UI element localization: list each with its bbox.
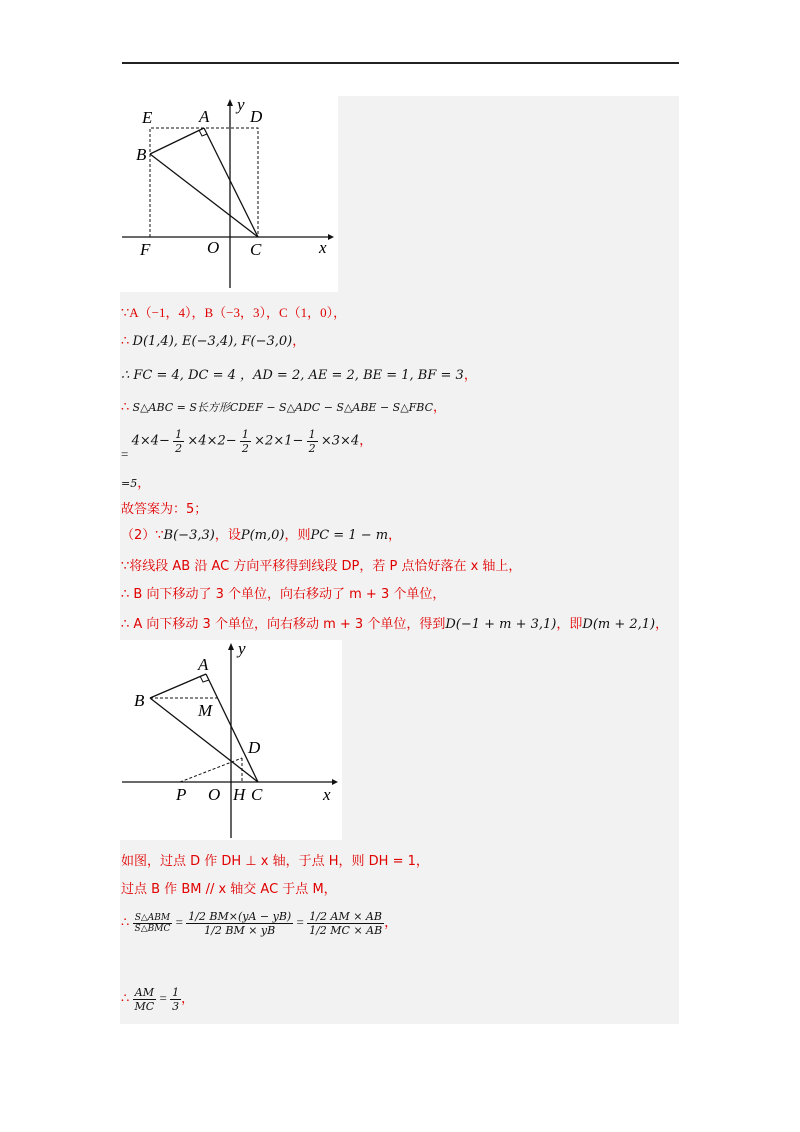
line-dh: 如图，过点 D 作 DH ⊥ x 轴，于点 H，则 DH = 1， — [121, 854, 429, 869]
line-bm: 过点 B 作 BM // x 轴交 AC 于点 M， — [121, 882, 337, 897]
line-answer: 故答案为：5； — [121, 502, 208, 517]
line-b-move: ∴ B 向下移动了 3 个单位，向右移动了 m + 3 个单位， — [121, 587, 446, 602]
label-b: B — [134, 691, 145, 710]
fraction-one-third: $\frac{1}{3}$ — [172, 986, 180, 1013]
fraction-half: $\frac{1}{2}$ — [175, 428, 183, 455]
label-x: x — [323, 785, 331, 804]
label-c: C — [251, 785, 263, 804]
x-axis-arrow — [328, 234, 334, 240]
label-p: P — [176, 785, 187, 804]
fraction-area-ratio: $\frac{\text{S△ABM}}{\text{S△BMC}}$ — [134, 913, 171, 934]
line-area-ratio: ∴ $\frac{\text{S△ABM}}{\text{S△BMC}}$ = $\frac{1/2 BM\times(yA - yB)}{1/2 BM \times yB}$ = $\frac{1/2 AM \times AB}{1/2 MC \times AB}$ ， — [121, 910, 398, 937]
fraction-bm-heights: $\frac{1/2 BM\times(yA - yB)}{1/2 BM \times yB}$ — [188, 910, 292, 937]
x-axis-arrow — [332, 779, 338, 785]
y-axis-arrow — [227, 99, 233, 106]
figure-rectangle-diagram — [120, 96, 338, 292]
segment-ac — [204, 128, 258, 237]
segment-ba — [150, 128, 204, 154]
segment-dp-dashed — [180, 758, 242, 782]
segment-ac — [206, 674, 258, 782]
label-d: D — [248, 738, 261, 757]
label-a: A — [198, 655, 209, 674]
line-given-points: ∵A（−1，4），B（−3，3），C（1，0）， — [121, 305, 347, 320]
figure1-svg — [120, 96, 338, 292]
header-rule — [122, 62, 679, 64]
y-axis-arrow — [228, 643, 234, 650]
label-a: A — [199, 107, 210, 126]
label-c: C — [250, 240, 262, 259]
label-o: O — [208, 785, 221, 804]
line-result: =5， — [121, 475, 151, 490]
fraction-half: $\frac{1}{2}$ — [308, 428, 316, 455]
label-b: B — [136, 145, 147, 164]
dashed-rectangle — [150, 128, 258, 237]
line-final-ratio: ∴ $\frac{AM}{MC}$ = $\frac{1}{3}$ ， — [121, 986, 195, 1013]
figure2-svg — [120, 640, 342, 840]
line-translate: ∵将线段 AB 沿 AC 方向平移得到线段 DP，若 P 点恰好落在 x 轴上， — [121, 559, 522, 574]
line-area-calc: = 4×4− $\frac{1}{2}$ ×4×2− $\frac{1}{2}$ ×2×1− $\frac{1}{2}$ ×3×4， — [121, 428, 373, 462]
segment-ba — [150, 674, 206, 698]
line-area-formula: ∴ S△ABC = S长方形CDEF − S△ADC − S△ABE − S△FBC， — [121, 399, 447, 414]
label-e: E — [142, 108, 153, 127]
label-x: x — [319, 238, 327, 257]
label-m: M — [198, 701, 213, 720]
label-y: y — [237, 96, 245, 114]
label-h: H — [233, 785, 246, 804]
figure-translation-diagram — [120, 640, 342, 840]
segment-bc — [150, 154, 258, 237]
line-def-points: ∴ D(1,4), E(−3,4), F(−3,0)， — [121, 333, 306, 349]
label-o: O — [207, 238, 220, 257]
line-a-move: ∴ A 向下移动 3 个单位，向右移动 m + 3 个单位，得到D(−1 + m + 3,1)，即D(m + 2,1)， — [121, 617, 669, 632]
fraction-am-over-mc: $\frac{AM}{MC}$ — [134, 986, 155, 1013]
line-part2: （2）∵B(−3,3)，设P(m,0)，则PC = 1 − m， — [121, 528, 402, 543]
fraction-am-mc: $\frac{1/2 AM \times AB}{1/2 MC \times AB}$ — [309, 910, 383, 937]
label-f: F — [140, 240, 151, 259]
label-y: y — [238, 640, 246, 658]
fraction-half: $\frac{1}{2}$ — [241, 428, 249, 455]
line-lengths: ∴ FC = 4, DC = 4 ，AD = 2, AE = 2, BE = 1, BF = 3， — [121, 367, 477, 383]
label-d: D — [250, 107, 263, 126]
